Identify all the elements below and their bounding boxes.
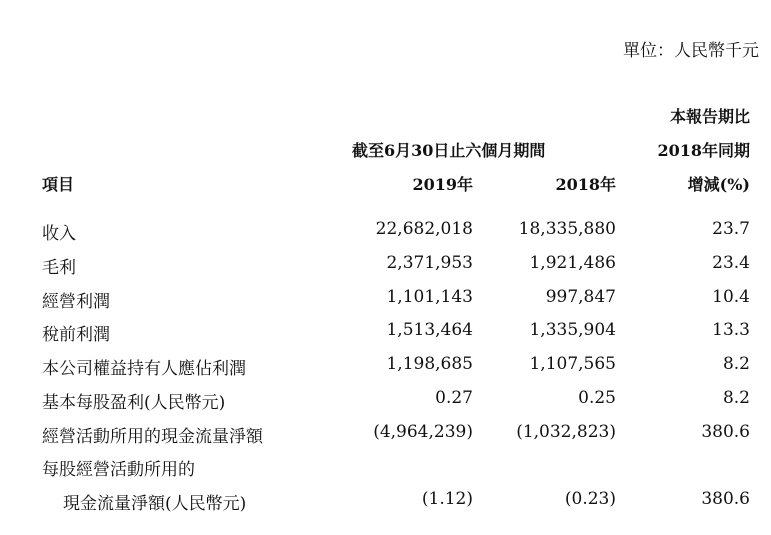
header-change-label: 增減(%) — [687, 175, 750, 194]
table-row — [0, 287, 771, 321]
row-label: 毛利 — [42, 258, 76, 278]
row-value-2018: 997,847 — [545, 287, 616, 307]
row-change-pct: 8.2 — [722, 354, 750, 374]
row-value-2019: 1,198,685 — [386, 354, 473, 374]
header-compare-line1: 本報告期比 — [669, 107, 750, 126]
row-value-2018: 0.25 — [578, 388, 616, 408]
table-row — [0, 354, 771, 388]
row-label: 經營活動所用的現金流量淨額 — [42, 427, 263, 447]
row-value-2019: 2,371,953 — [386, 253, 473, 273]
row-change-pct: 10.4 — [712, 287, 750, 307]
table-row — [0, 455, 771, 489]
row-change-pct: 23.7 — [712, 219, 750, 239]
table-row — [0, 253, 771, 287]
row-value-2018: (0.23) — [564, 489, 616, 509]
row-value-2019: 1,101,143 — [386, 287, 473, 307]
row-value-2018: 1,107,565 — [529, 354, 616, 374]
row-label: 每股經營活動所用的 — [42, 460, 195, 480]
row-label: 基本每股盈利(人民幣元) — [42, 393, 226, 413]
row-label: 本公司權益持有人應佔利潤 — [42, 359, 246, 379]
row-value-2018: (1,032,823) — [516, 422, 616, 442]
header-compare-line2: 2018年同期 — [657, 141, 750, 160]
row-change-pct: 13.3 — [712, 320, 750, 340]
row-value-2019: 0.27 — [435, 388, 473, 408]
row-value-2018: 1,335,904 — [529, 320, 616, 340]
row-label: 經營利潤 — [42, 292, 110, 312]
row-value-2018: 1,921,486 — [529, 253, 616, 273]
row-change-pct: 8.2 — [722, 388, 750, 408]
table-row — [0, 320, 771, 354]
row-change-pct: 23.4 — [712, 253, 750, 273]
row-label: 收入 — [42, 224, 76, 244]
row-label: 稅前利潤 — [42, 325, 110, 345]
header-period-span: 截至6月30日止六個月期間 — [352, 141, 546, 160]
row-value-2019: (4,964,239) — [373, 422, 473, 442]
table-row — [0, 388, 771, 422]
table-row — [0, 422, 771, 456]
row-change-pct: 380.6 — [701, 489, 750, 509]
row-label: 現金流量淨額(人民幣元) — [63, 494, 247, 514]
header-year-2019: 2019年 — [412, 175, 473, 194]
table-row — [0, 489, 771, 523]
row-value-2019: (1.12) — [421, 489, 473, 509]
row-value-2018: 18,335,880 — [518, 219, 616, 239]
table-row — [0, 219, 771, 253]
row-value-2019: 1,513,464 — [386, 320, 473, 340]
header-item-label: 項目 — [42, 175, 75, 194]
unit-note: 單位：人民幣千元 — [623, 41, 759, 61]
row-change-pct: 380.6 — [701, 422, 750, 442]
header-year-2018: 2018年 — [555, 175, 616, 194]
row-value-2019: 22,682,018 — [375, 219, 473, 239]
